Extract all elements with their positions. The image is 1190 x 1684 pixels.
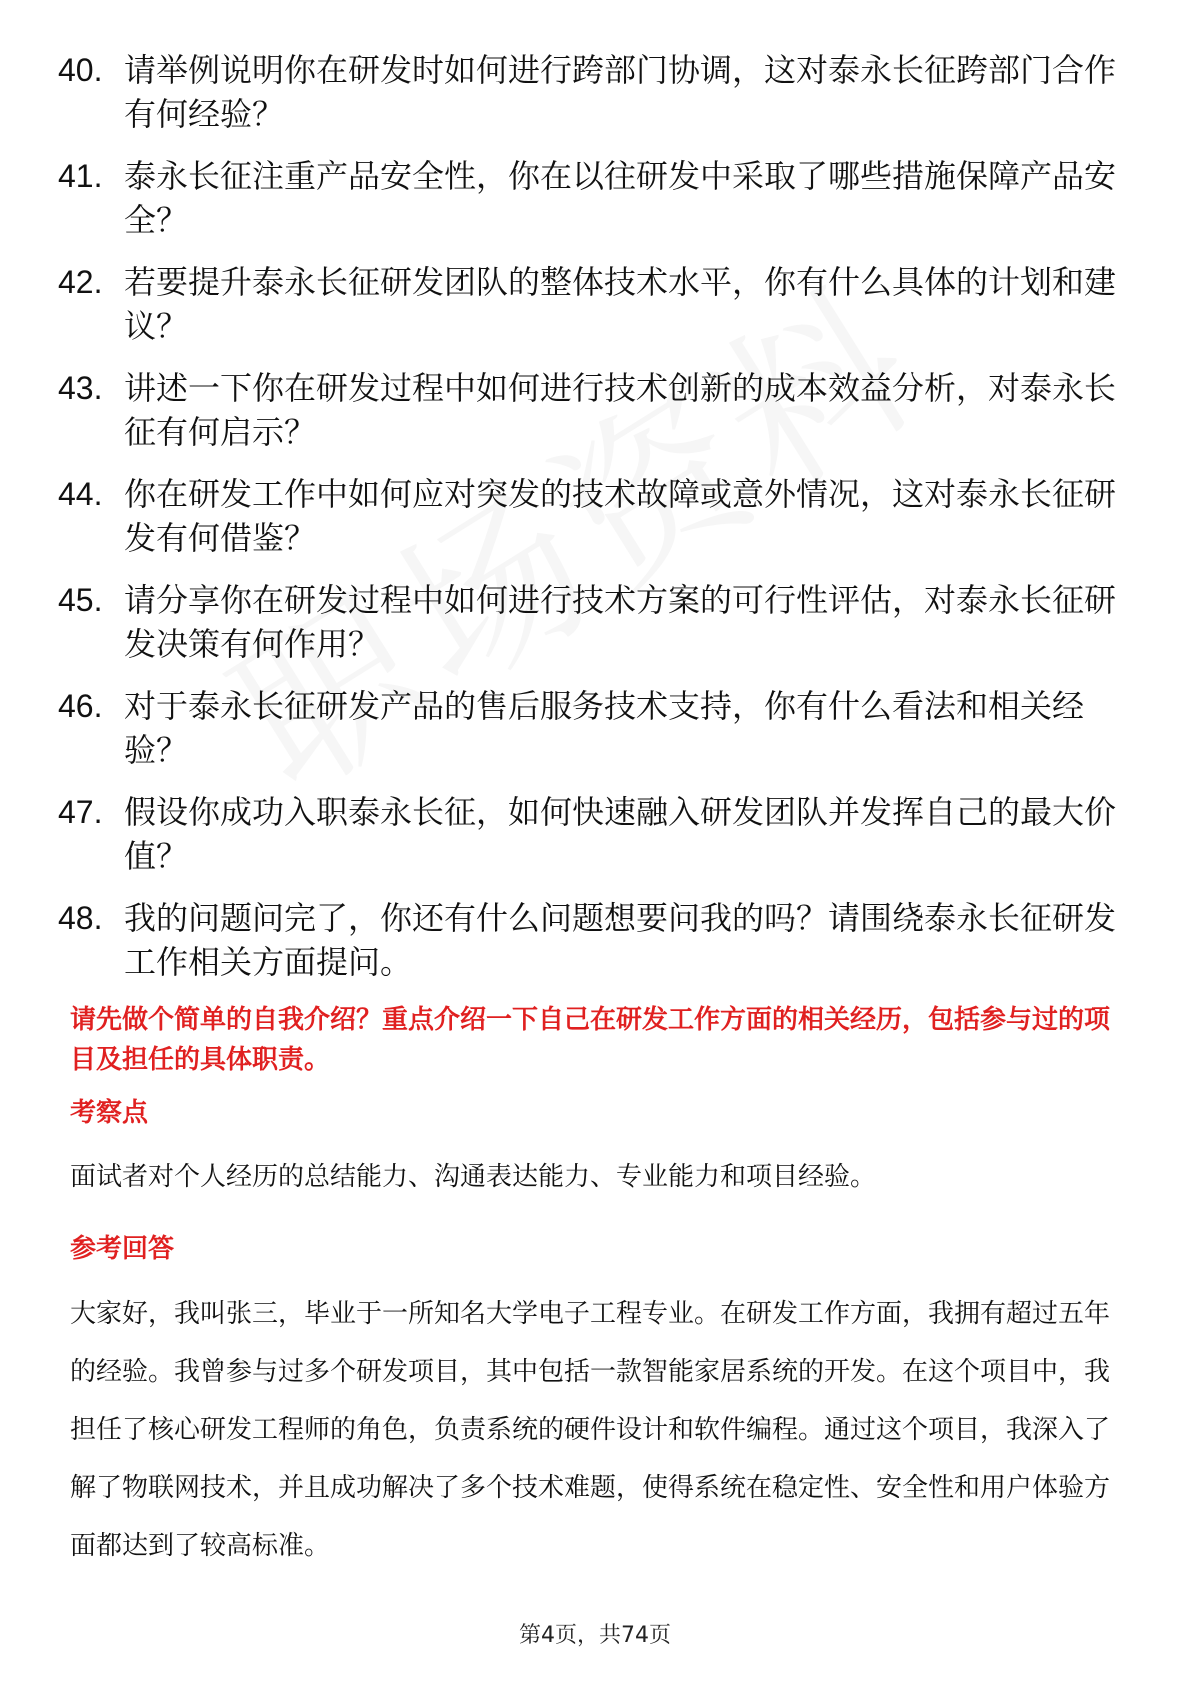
focus-text: 面试者对个人经历的总结能力、沟通表达能力、专业能力和项目经验。 (70, 1162, 877, 1192)
featured-question: 请先做个简单的自我介绍？重点介绍一下自己在研发工作方面的相关经历，包括参与过的项目及担任的具体职责。 (70, 1005, 1111, 1075)
question-text: 你在研发工作中如何应对突发的技术故障或意外情况，这对泰永长征研发有何借鉴？ (124, 475, 1117, 557)
question-number: 48. (58, 900, 103, 936)
question-number: 43. (58, 370, 103, 406)
question-list (58, 48, 1118, 1002)
question-number: 44. (58, 476, 103, 512)
question-item-41 (58, 154, 1118, 242)
question-number: 45. (58, 582, 103, 618)
question-number: 40. (58, 52, 103, 88)
question-text: 对于泰永长征研发产品的售后服务技术支持，你有什么看法和相关经验？ (124, 687, 1085, 769)
question-number: 46. (58, 688, 103, 724)
question-item-47 (58, 790, 1118, 878)
question-text: 讲述一下你在研发过程中如何进行技术创新的成本效益分析，对泰永长征有何启示？ (124, 369, 1117, 451)
question-item-40 (58, 48, 1118, 136)
question-number: 47. (58, 794, 103, 830)
page-footer: 第4页，共74页 (519, 1623, 671, 1648)
question-text: 若要提升泰永长征研发团队的整体技术水平，你有什么具体的计划和建议？ (124, 263, 1117, 345)
question-item-42 (58, 260, 1118, 348)
focus-label: 考察点 (70, 1098, 149, 1128)
question-text: 我的问题问完了，你还有什么问题想要问我的吗？请围绕泰永长征研发工作相关方面提问。 (124, 899, 1117, 981)
question-number: 42. (58, 264, 103, 300)
question-number: 41. (58, 158, 103, 194)
question-text: 假设你成功入职泰永长征，如何快速融入研发团队并发挥自己的最大价值？ (124, 793, 1117, 875)
question-item-45 (58, 578, 1118, 666)
question-item-43 (58, 366, 1118, 454)
question-item-44 (58, 472, 1118, 560)
question-text: 请分享你在研发过程中如何进行技术方案的可行性评估，对泰永长征研发决策有何作用？ (124, 581, 1117, 663)
answer-label: 参考回答 (70, 1234, 175, 1264)
question-item-48 (58, 896, 1118, 984)
question-text: 请举例说明你在研发时如何进行跨部门协调，这对泰永长征跨部门合作有何经验？ (124, 51, 1117, 133)
question-item-46 (58, 684, 1118, 772)
question-text: 泰永长征注重产品安全性，你在以往研发中采取了哪些措施保障产品安全？ (124, 157, 1117, 239)
answer-text: 大家好，我叫张三，毕业于一所知名大学电子工程专业。在研发工作方面，我拥有超过五年的经验。我曾参与过多个研发项目，其中包括一款智能家居系统的开发。在这个项目中，我担任了核心研发工程师的角色，负责系统的硬件设计和软件编程。通过这个项目，我深入了解了物联网技术，并且成功解决了多个技术难题，使得系统在稳定性、安全性和用户体验方面都达到了较高标准。 (70, 1299, 1111, 1561)
